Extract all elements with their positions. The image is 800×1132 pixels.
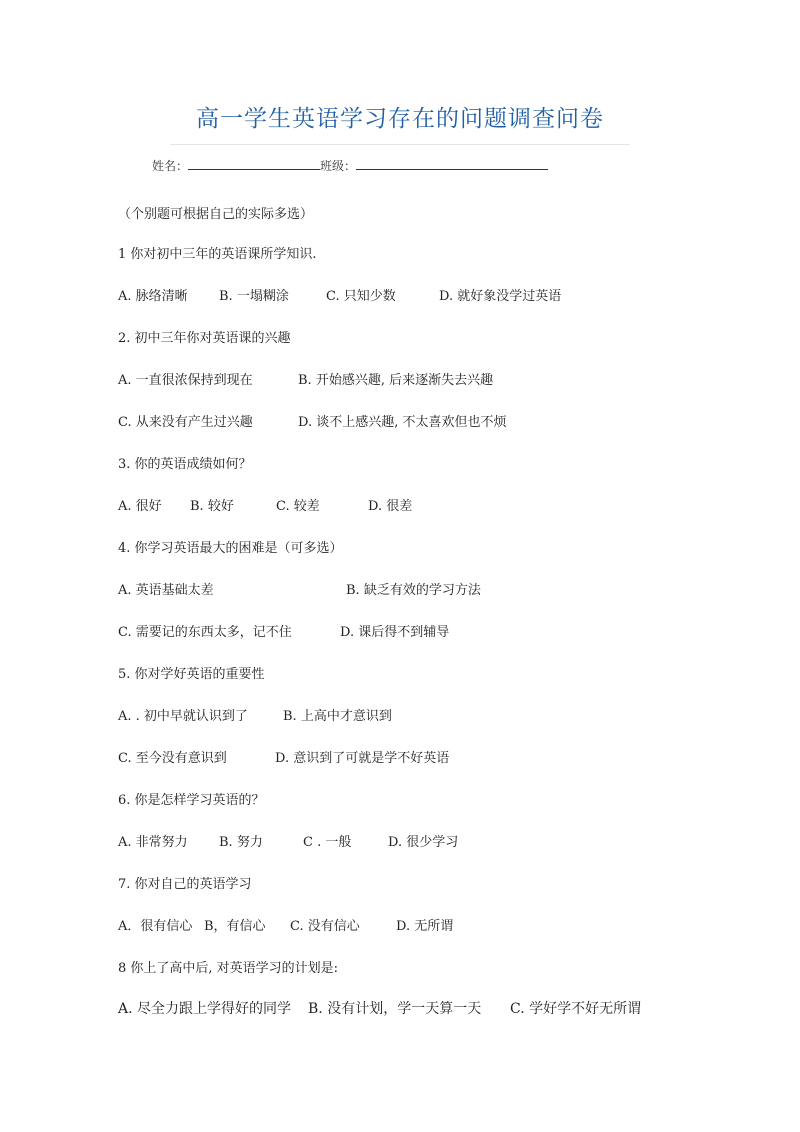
question-7-stem: 7. 你对自己的英语学习 [118, 877, 252, 892]
question-5-stem: 5. 你对学好英语的重要性 [118, 667, 265, 682]
option-3d[interactable]: D. 很差 [368, 499, 413, 514]
option-4b[interactable]: B. 缺乏有效的学习方法 [346, 583, 481, 598]
title-divider [170, 144, 630, 145]
class-label: 班级： [320, 159, 357, 173]
question-6-stem: 6. 你是怎样学习英语的？ [118, 793, 265, 808]
option-4d[interactable]: D. 课后得不到辅导 [340, 625, 450, 640]
option-7c[interactable]: C. 没有信心 [290, 919, 360, 934]
option-6c[interactable]: C . 一般 [303, 835, 352, 850]
option-2a[interactable]: A. 一直很浓保持到现在 [118, 373, 253, 388]
option-4c[interactable]: C. 需要记的东西太多，记不住 [118, 625, 292, 640]
option-5d[interactable]: D. 意识到了可就是学不好英语 [275, 751, 450, 766]
instruction-note: （个别题可根据自己的实际多选） [118, 207, 314, 222]
option-8a[interactable]: A. 尽全力跟上学得好的同学 [118, 1001, 292, 1017]
name-blank[interactable] [188, 157, 320, 170]
option-3c[interactable]: C. 较差 [276, 499, 320, 514]
question-2-stem: 2. 初中三年你对英语课的兴趣 [118, 331, 291, 346]
option-3b[interactable]: B. 较好 [190, 499, 234, 514]
question-4-stem: 4. 你学习英语最大的困难是（可多选） [118, 541, 343, 556]
option-3a[interactable]: A. 很好 [118, 499, 162, 514]
option-7d[interactable]: D. 无所谓 [396, 919, 454, 934]
option-6d[interactable]: D. 很少学习 [388, 835, 459, 850]
student-info-line [152, 157, 548, 174]
question-3-stem: 3. 你的英语成绩如何？ [118, 457, 252, 472]
name-label: 姓名： [152, 159, 189, 173]
class-blank[interactable] [356, 157, 548, 170]
question-8-stem: 8 你上了高中后, 对英语学习的计划是: [118, 961, 339, 976]
option-2b[interactable]: B. 开始感兴趣, 后来逐渐失去兴趣 [298, 373, 494, 388]
option-5b[interactable]: B. 上高中才意识到 [283, 709, 392, 724]
option-4a[interactable]: A. 英语基础太差 [118, 583, 214, 598]
option-5c[interactable]: C. 至今没有意识到 [118, 751, 227, 766]
option-1d[interactable]: D. 就好象没学过英语 [439, 289, 562, 304]
option-1b[interactable]: B. 一塌糊涂 [219, 289, 289, 304]
option-1a[interactable]: A. 脉络清晰 [118, 289, 188, 304]
option-2c[interactable]: C. 从来没有产生过兴趣 [118, 415, 253, 430]
option-5a[interactable]: A. . 初中早就认识到了 [118, 709, 248, 724]
option-7b[interactable]: B，有信心 [204, 919, 266, 934]
option-2d[interactable]: D. 谈不上感兴趣, 不太喜欢但也不烦 [298, 415, 507, 430]
option-7a[interactable]: A．很有信心 [118, 919, 193, 934]
option-6a[interactable]: A. 非常努力 [118, 835, 188, 850]
option-6b[interactable]: B. 努力 [219, 835, 263, 850]
option-8b[interactable]: B. 没有计划，学一天算一天 [308, 1001, 482, 1017]
option-1c[interactable]: C. 只知少数 [326, 289, 396, 304]
document-title: 高一学生英语学习存在的问题调查问卷 [196, 106, 604, 132]
option-8c[interactable]: C. 学好学不好无所谓 [510, 1001, 642, 1017]
question-1-stem: 1 你对初中三年的英语课所学知识. [118, 247, 317, 262]
